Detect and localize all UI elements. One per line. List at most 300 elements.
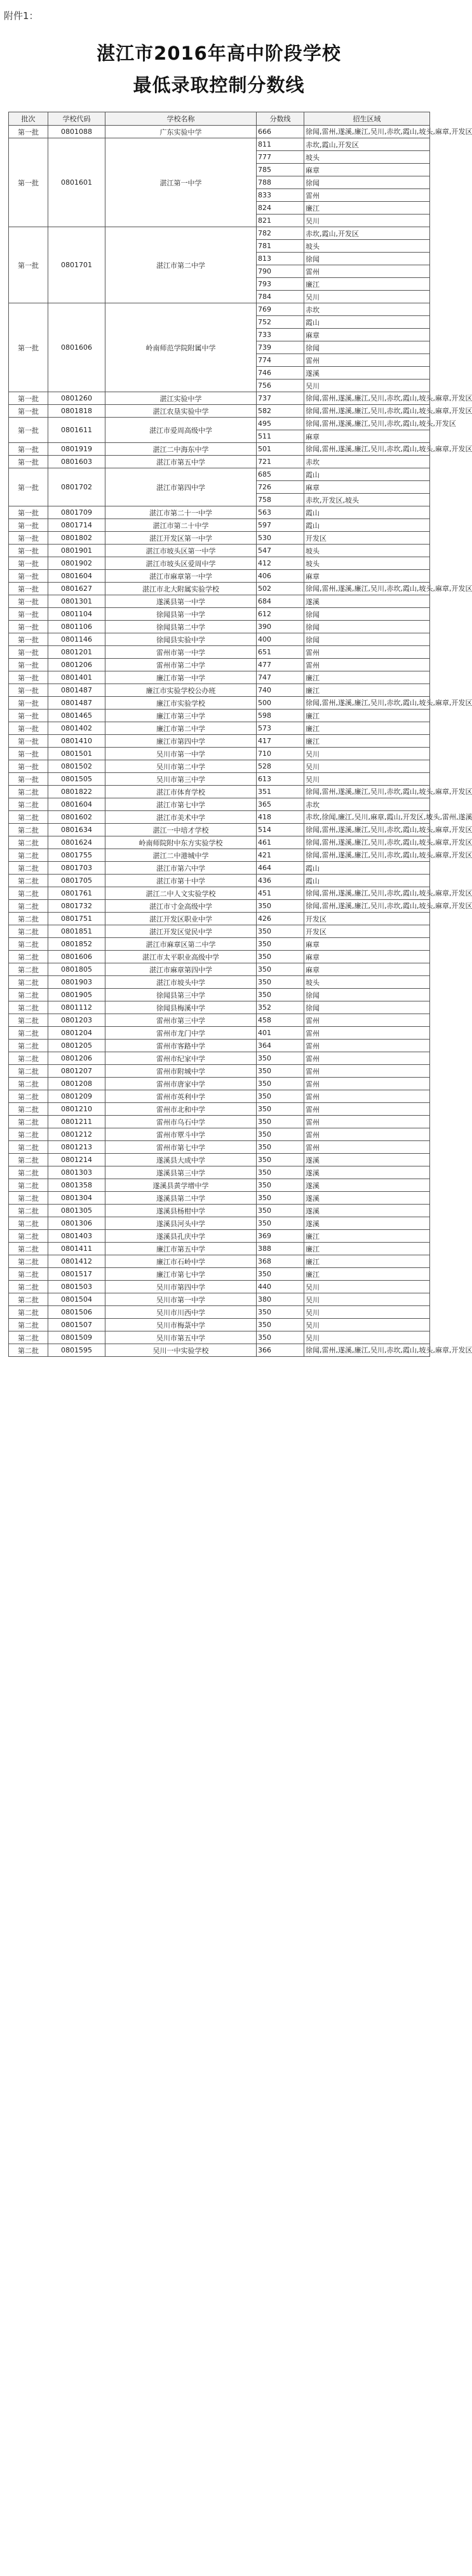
batch-cell: 第一批 <box>9 468 48 506</box>
school-name-cell: 廉江市第三中学 <box>105 710 257 722</box>
school-name-cell: 湛江市寸金高级中学 <box>105 900 257 913</box>
school-name-cell: 徐闻县梅溪中学 <box>105 1001 257 1014</box>
cutoff-score-cell: 726 <box>257 481 304 494</box>
school-code-cell: 0801465 <box>48 710 105 722</box>
school-code-cell: 0801206 <box>48 659 105 671</box>
school-name-cell: 雷州市乌石中学 <box>105 1116 257 1128</box>
table-row <box>9 392 430 405</box>
batch-cell: 第一批 <box>9 773 48 786</box>
school-name-cell: 徐闻县第一中学 <box>105 608 257 621</box>
table-row <box>9 519 430 532</box>
school-name-cell: 湛江市第二十一中学 <box>105 506 257 519</box>
school-name-cell: 湛江二中人文实验学校 <box>105 887 257 900</box>
enrollment-area-cell: 徐闻,雷州,遂溪,廉江,吴川,赤坎,霞山,坡头,麻章,开发区 <box>304 443 430 456</box>
enrollment-area-cell: 麻章 <box>304 570 430 583</box>
cutoff-score-cell: 666 <box>257 126 304 138</box>
enrollment-area-cell: 徐闻,雷州,遂溪,廉江,吴川,赤坎,霞山,坡头,麻章,开发区 <box>304 786 430 798</box>
enrollment-area-cell: 麻章 <box>304 164 430 176</box>
enrollment-area-cell: 霞山 <box>304 316 430 329</box>
school-name-cell: 遂溪县杨柑中学 <box>105 1205 257 1217</box>
enrollment-area-cell: 徐闻,雷州,遂溪,廉江,吴川,赤坎,霞山,坡头,麻章,开发区 <box>304 126 430 138</box>
school-name-cell: 湛江市体育学校 <box>105 786 257 798</box>
school-code-cell: 0801624 <box>48 836 105 849</box>
cutoff-score-cell: 781 <box>257 240 304 253</box>
enrollment-area-cell: 徐闻 <box>304 176 430 189</box>
batch-cell: 第二批 <box>9 1217 48 1230</box>
table-row <box>9 976 430 989</box>
school-name-cell: 雷州市纪家中学 <box>105 1052 257 1065</box>
table-row <box>9 849 430 862</box>
school-name-cell: 廉江市石岭中学 <box>105 1255 257 1268</box>
table-row <box>9 1306 430 1319</box>
batch-cell: 第二批 <box>9 1166 48 1179</box>
school-name-cell: 湛江市坡头区爱周中学 <box>105 557 257 570</box>
school-code-cell: 0801506 <box>48 1306 105 1319</box>
school-name-cell: 湛江市麻章区第二中学 <box>105 938 257 951</box>
school-code-cell: 0801502 <box>48 760 105 773</box>
cutoff-score-cell: 777 <box>257 151 304 164</box>
enrollment-area-cell: 遂溪 <box>304 1217 430 1230</box>
school-name-cell: 湛江市麻章第一中学 <box>105 570 257 583</box>
table-row <box>9 925 430 938</box>
batch-cell: 第二批 <box>9 989 48 1001</box>
table-body <box>9 126 472 1357</box>
batch-cell: 第一批 <box>9 418 48 443</box>
cutoff-score-cell: 406 <box>257 570 304 583</box>
batch-cell: 第二批 <box>9 1154 48 1166</box>
school-code-cell: 0801403 <box>48 1230 105 1243</box>
school-code-cell: 0801212 <box>48 1128 105 1141</box>
cutoff-score-cell: 390 <box>257 621 304 633</box>
cutoff-score-cell: 350 <box>257 1192 304 1205</box>
cutoff-score-cell: 350 <box>257 1141 304 1154</box>
school-name-cell: 廉江市实验学校 <box>105 697 257 710</box>
school-name-cell: 湛江市麻章第四中学 <box>105 963 257 976</box>
enrollment-area-cell: 雷州 <box>304 1027 430 1040</box>
batch-cell: 第一批 <box>9 456 48 468</box>
enrollment-area-cell: 徐闻,雷州,遂溪,廉江,吴川,赤坎,霞山,坡头,麻章,开发区 <box>304 697 430 710</box>
school-code-cell: 0801507 <box>48 1319 105 1331</box>
table-row <box>9 418 430 430</box>
enrollment-area-cell: 霞山 <box>304 506 430 519</box>
batch-cell: 第二批 <box>9 798 48 811</box>
school-name-cell: 遂溪县第二中学 <box>105 1192 257 1205</box>
batch-cell: 第一批 <box>9 760 48 773</box>
enrollment-area-cell: 赤坎,霞山,开发区 <box>304 227 430 240</box>
enrollment-area-cell: 廉江 <box>304 735 430 748</box>
cutoff-score-cell: 684 <box>257 595 304 608</box>
cutoff-score-cell: 440 <box>257 1281 304 1293</box>
cutoff-score-cell: 350 <box>257 1116 304 1128</box>
school-name-cell: 湛江市美术中学 <box>105 811 257 824</box>
enrollment-area-cell: 麻章 <box>304 951 430 963</box>
enrollment-area-cell: 吴川 <box>304 760 430 773</box>
school-name-cell: 湛江一中培才学校 <box>105 824 257 836</box>
batch-cell: 第一批 <box>9 735 48 748</box>
cutoff-score-cell: 563 <box>257 506 304 519</box>
cutoff-score-cell: 364 <box>257 1040 304 1052</box>
school-name-cell: 遂溪县大成中学 <box>105 1154 257 1166</box>
batch-cell: 第二批 <box>9 900 48 913</box>
batch-cell: 第二批 <box>9 887 48 900</box>
attachment-label: 附件1： <box>4 10 39 22</box>
cutoff-score-cell: 350 <box>257 989 304 1001</box>
table-row <box>9 532 430 545</box>
cutoff-score-cell: 752 <box>257 316 304 329</box>
school-name-cell: 徐闻县第二中学 <box>105 621 257 633</box>
table-row <box>9 646 430 659</box>
enrollment-area-cell: 坡头 <box>304 151 430 164</box>
enrollment-area-cell: 徐闻,雷州,遂溪,廉江,吴川,赤坎,霞山,坡头,麻章,开发区 <box>304 900 430 913</box>
cutoff-score-cell: 502 <box>257 583 304 595</box>
table-row <box>9 1319 430 1331</box>
cutoff-score-cell: 500 <box>257 697 304 710</box>
school-name-cell: 岭南师院附中东方实验学校 <box>105 836 257 849</box>
school-code-cell: 0801410 <box>48 735 105 748</box>
table-row <box>9 1141 430 1154</box>
school-name-cell: 遂溪县第一中学 <box>105 595 257 608</box>
batch-cell: 第一批 <box>9 545 48 557</box>
cutoff-score-cell: 573 <box>257 722 304 735</box>
cutoff-score-cell: 811 <box>257 138 304 151</box>
enrollment-area-cell: 开发区 <box>304 913 430 925</box>
school-name-cell: 湛江实验中学 <box>105 392 257 405</box>
school-name-cell: 廉江市第七中学 <box>105 1268 257 1281</box>
cutoff-score-cell: 350 <box>257 1052 304 1065</box>
batch-cell: 第二批 <box>9 1255 48 1268</box>
batch-cell: 第二批 <box>9 836 48 849</box>
school-code-cell: 0801606 <box>48 951 105 963</box>
enrollment-area-cell: 徐闻 <box>304 1001 430 1014</box>
table-row <box>9 671 430 684</box>
cutoff-score-cell: 651 <box>257 646 304 659</box>
batch-cell: 第二批 <box>9 1141 48 1154</box>
cutoff-score-cell: 350 <box>257 1078 304 1090</box>
batch-cell: 第二批 <box>9 976 48 989</box>
batch-cell: 第二批 <box>9 1090 48 1103</box>
school-code-cell: 0801304 <box>48 1192 105 1205</box>
batch-cell: 第一批 <box>9 126 48 138</box>
school-code-cell: 0801714 <box>48 519 105 532</box>
cutoff-score-cell: 721 <box>257 456 304 468</box>
table-row <box>9 545 430 557</box>
table-row <box>9 1293 430 1306</box>
table-row <box>9 1255 430 1268</box>
cutoff-score-cell: 769 <box>257 303 304 316</box>
cutoff-score-cell: 350 <box>257 1205 304 1217</box>
table-row <box>9 862 430 875</box>
cutoff-score-cell: 350 <box>257 963 304 976</box>
enrollment-area-cell: 徐闻,雷州,遂溪,廉江,吴川,赤坎,霞山,坡头,麻章,开发区 <box>304 836 430 849</box>
cutoff-score-cell: 528 <box>257 760 304 773</box>
batch-cell: 第二批 <box>9 1306 48 1319</box>
school-code-cell: 0801306 <box>48 1217 105 1230</box>
table-row <box>9 595 430 608</box>
table-row <box>9 1331 430 1344</box>
table-row <box>9 875 430 887</box>
cutoff-score-cell: 388 <box>257 1243 304 1255</box>
table-row <box>9 1154 430 1166</box>
school-name-cell: 廉江市实验学校公办班 <box>105 684 257 697</box>
enrollment-area-cell: 廉江 <box>304 710 430 722</box>
school-code-cell: 0801602 <box>48 811 105 824</box>
school-name-cell: 吴川市川西中学 <box>105 1306 257 1319</box>
batch-cell: 第二批 <box>9 963 48 976</box>
enrollment-area-cell: 徐闻 <box>304 341 430 354</box>
batch-cell: 第一批 <box>9 671 48 684</box>
school-name-cell: 雷州市覃斗中学 <box>105 1128 257 1141</box>
table-row <box>9 621 430 633</box>
cutoff-score-cell: 793 <box>257 278 304 291</box>
school-code-cell: 0801509 <box>48 1331 105 1344</box>
cutoff-score-cell: 685 <box>257 468 304 481</box>
enrollment-area-cell: 吴川 <box>304 380 430 392</box>
enrollment-area-cell: 坡头 <box>304 976 430 989</box>
table-row <box>9 1179 430 1192</box>
school-code-cell: 0801402 <box>48 722 105 735</box>
batch-cell: 第一批 <box>9 697 48 710</box>
batch-cell: 第二批 <box>9 1293 48 1306</box>
table-row <box>9 811 430 824</box>
enrollment-area-cell: 霞山 <box>304 862 430 875</box>
enrollment-area-cell: 徐闻,雷州,遂溪,廉江,吴川,赤坎,霞山,坡头,麻章,开发区 <box>304 824 430 836</box>
school-code-cell: 0801903 <box>48 976 105 989</box>
table-row <box>9 900 430 913</box>
batch-cell: 第二批 <box>9 824 48 836</box>
school-code-cell: 0801207 <box>48 1065 105 1078</box>
batch-cell: 第二批 <box>9 1192 48 1205</box>
header-school-code: 学校代码 <box>48 112 105 126</box>
school-name-cell: 徐闻县第三中学 <box>105 989 257 1001</box>
table-row <box>9 570 430 583</box>
table-row <box>9 989 430 1001</box>
school-code-cell: 0801852 <box>48 938 105 951</box>
header-cutoff-score: 分数线 <box>257 112 304 126</box>
table-row <box>9 938 430 951</box>
enrollment-area-cell: 遂溪 <box>304 1192 430 1205</box>
school-code-cell: 0801208 <box>48 1078 105 1090</box>
cutoff-score-cell: 733 <box>257 329 304 341</box>
enrollment-area-cell: 雷州 <box>304 1052 430 1065</box>
school-code-cell: 0801761 <box>48 887 105 900</box>
cutoff-score-cell: 746 <box>257 367 304 380</box>
cutoff-score-cell: 350 <box>257 900 304 913</box>
table-row <box>9 1243 430 1255</box>
table-row <box>9 583 430 595</box>
cutoff-score-cell: 710 <box>257 748 304 760</box>
cutoff-score-cell: 417 <box>257 735 304 748</box>
school-name-cell: 湛江二中海东中学 <box>105 443 257 456</box>
cutoff-score-cell: 784 <box>257 291 304 303</box>
cutoff-score-cell: 582 <box>257 405 304 418</box>
table-row <box>9 468 430 481</box>
enrollment-area-cell: 遂溪 <box>304 367 430 380</box>
cutoff-score-cell: 785 <box>257 164 304 176</box>
table-row <box>9 633 430 646</box>
school-name-cell: 湛江市第二十中学 <box>105 519 257 532</box>
cutoff-score-cell: 782 <box>257 227 304 240</box>
school-code-cell: 0801504 <box>48 1293 105 1306</box>
school-code-cell: 0801902 <box>48 557 105 570</box>
cutoff-score-cell: 821 <box>257 215 304 227</box>
school-name-cell: 湛江市坡头区第一中学 <box>105 545 257 557</box>
school-name-cell: 湛江市第四中学 <box>105 468 257 506</box>
enrollment-area-cell: 徐闻,雷州,遂溪,廉江,吴川,赤坎,霞山,坡头,麻章,开发区 <box>304 392 430 405</box>
cutoff-score-cell: 350 <box>257 1268 304 1281</box>
enrollment-area-cell: 吴川 <box>304 291 430 303</box>
school-name-cell: 廉江市第四中学 <box>105 735 257 748</box>
cutoff-score-cell: 350 <box>257 1166 304 1179</box>
school-name-cell: 湛江开发区觉民中学 <box>105 925 257 938</box>
school-code-cell: 0801601 <box>48 138 105 227</box>
cutoff-score-cell: 369 <box>257 1230 304 1243</box>
batch-cell: 第二批 <box>9 1065 48 1078</box>
enrollment-area-cell: 徐闻 <box>304 608 430 621</box>
school-name-cell: 雷州市附城中学 <box>105 1065 257 1078</box>
cutoff-score-cell: 514 <box>257 824 304 836</box>
cutoff-score-cell: 350 <box>257 1154 304 1166</box>
table-row <box>9 1040 430 1052</box>
table-row <box>9 1205 430 1217</box>
table-row <box>9 506 430 519</box>
document-title-line1: 湛江市2016年高中阶段学校 <box>97 43 341 64</box>
school-code-cell: 0801401 <box>48 671 105 684</box>
enrollment-area-cell: 麻章 <box>304 329 430 341</box>
batch-cell: 第二批 <box>9 875 48 887</box>
school-code-cell: 0801751 <box>48 913 105 925</box>
school-code-cell: 0801604 <box>48 798 105 811</box>
batch-cell: 第一批 <box>9 443 48 456</box>
table-row <box>9 963 430 976</box>
batch-cell: 第一批 <box>9 583 48 595</box>
school-name-cell: 雷州市第三中学 <box>105 1014 257 1027</box>
school-code-cell: 0801146 <box>48 633 105 646</box>
school-code-cell: 0801301 <box>48 595 105 608</box>
table-row <box>9 1090 430 1103</box>
enrollment-area-cell: 徐闻,雷州,遂溪,廉江,吴川,赤坎,霞山,坡头,麻章,开发区 <box>304 849 430 862</box>
enrollment-area-cell: 遂溪 <box>304 1166 430 1179</box>
table-row <box>9 608 430 621</box>
batch-cell: 第二批 <box>9 1001 48 1014</box>
cutoff-score-cell: 461 <box>257 836 304 849</box>
school-name-cell: 遂溪县第三中学 <box>105 1166 257 1179</box>
school-name-cell: 湛江市第十中学 <box>105 875 257 887</box>
school-name-cell: 湛江市第五中学 <box>105 456 257 468</box>
table-row <box>9 1001 430 1014</box>
school-code-cell: 0801104 <box>48 608 105 621</box>
school-code-cell: 0801818 <box>48 405 105 418</box>
enrollment-area-cell: 徐闻,雷州,遂溪,廉江,吴川,赤坎,霞山,坡头,麻章,开发区 <box>304 583 430 595</box>
school-name-cell: 湛江市第六中学 <box>105 862 257 875</box>
batch-cell: 第一批 <box>9 722 48 735</box>
table-row <box>9 1027 430 1040</box>
school-code-cell: 0801606 <box>48 303 105 392</box>
table-row <box>9 227 430 240</box>
school-code-cell: 0801260 <box>48 392 105 405</box>
enrollment-area-cell: 遂溪 <box>304 1154 430 1166</box>
enrollment-area-cell: 坡头 <box>304 240 430 253</box>
header-enrollment-area: 招生区域 <box>304 112 430 126</box>
enrollment-area-cell: 徐闻,雷州,遂溪,廉江,吴川,赤坎,霞山,坡头,开发区 <box>304 418 430 430</box>
school-code-cell: 0801214 <box>48 1154 105 1166</box>
batch-cell: 第二批 <box>9 1078 48 1090</box>
enrollment-area-cell: 雷州 <box>304 1040 430 1052</box>
table-row <box>9 443 430 456</box>
enrollment-area-cell: 吴川 <box>304 1319 430 1331</box>
batch-cell: 第二批 <box>9 1040 48 1052</box>
enrollment-area-cell: 吴川 <box>304 748 430 760</box>
table-row <box>9 748 430 760</box>
school-name-cell: 雷州市唐家中学 <box>105 1078 257 1090</box>
cutoff-score-cell: 350 <box>257 925 304 938</box>
enrollment-area-cell: 赤坎,开发区,坡头 <box>304 494 430 506</box>
table-row <box>9 1065 430 1078</box>
batch-cell: 第一批 <box>9 227 48 303</box>
enrollment-area-cell: 赤坎 <box>304 456 430 468</box>
school-code-cell: 0801209 <box>48 1090 105 1103</box>
enrollment-area-cell: 赤坎,霞山,开发区 <box>304 138 430 151</box>
batch-cell: 第二批 <box>9 811 48 824</box>
table-row <box>9 786 430 798</box>
cutoff-score-cell: 464 <box>257 862 304 875</box>
document-title-line2: 最低录取控制分数线 <box>133 74 305 96</box>
enrollment-area-cell: 徐闻 <box>304 989 430 1001</box>
cutoff-score-cell: 352 <box>257 1001 304 1014</box>
school-code-cell: 0801703 <box>48 862 105 875</box>
school-name-cell: 廉江市第一中学 <box>105 671 257 684</box>
enrollment-area-cell: 徐闻 <box>304 253 430 265</box>
school-code-cell: 0801702 <box>48 468 105 506</box>
enrollment-area-cell: 霞山 <box>304 468 430 481</box>
school-code-cell: 0801305 <box>48 1205 105 1217</box>
cutoff-score-cell: 350 <box>257 938 304 951</box>
table-row <box>9 557 430 570</box>
cutoff-score-cell: 813 <box>257 253 304 265</box>
enrollment-area-cell: 廉江 <box>304 722 430 735</box>
batch-cell: 第一批 <box>9 519 48 532</box>
batch-cell: 第二批 <box>9 913 48 925</box>
enrollment-area-cell: 徐闻 <box>304 621 430 633</box>
school-code-cell: 0801755 <box>48 849 105 862</box>
batch-cell: 第一批 <box>9 684 48 697</box>
batch-cell: 第一批 <box>9 646 48 659</box>
cutoff-score-cell: 418 <box>257 811 304 824</box>
enrollment-area-cell: 麻章 <box>304 938 430 951</box>
cutoff-score-cell: 380 <box>257 1293 304 1306</box>
cutoff-score-table <box>8 112 472 1357</box>
school-code-cell: 0801701 <box>48 227 105 303</box>
cutoff-score-cell: 740 <box>257 684 304 697</box>
table-row <box>9 735 430 748</box>
cutoff-score-cell: 365 <box>257 798 304 811</box>
enrollment-area-cell: 徐闻 <box>304 633 430 646</box>
cutoff-score-cell: 737 <box>257 392 304 405</box>
school-name-cell: 廉江市第五中学 <box>105 1243 257 1255</box>
school-name-cell: 湛江市第七中学 <box>105 798 257 811</box>
enrollment-area-cell: 吴川 <box>304 1281 430 1293</box>
batch-cell: 第二批 <box>9 1281 48 1293</box>
school-name-cell: 湛江市第二中学 <box>105 227 257 303</box>
table-row <box>9 697 430 710</box>
cutoff-score-cell: 824 <box>257 202 304 215</box>
table-row <box>9 1078 430 1090</box>
table-row <box>9 798 430 811</box>
cutoff-score-cell: 351 <box>257 786 304 798</box>
school-code-cell: 0801204 <box>48 1027 105 1040</box>
batch-cell: 第二批 <box>9 1052 48 1065</box>
enrollment-area-cell: 吴川 <box>304 1331 430 1344</box>
enrollment-area-cell: 吴川 <box>304 215 430 227</box>
